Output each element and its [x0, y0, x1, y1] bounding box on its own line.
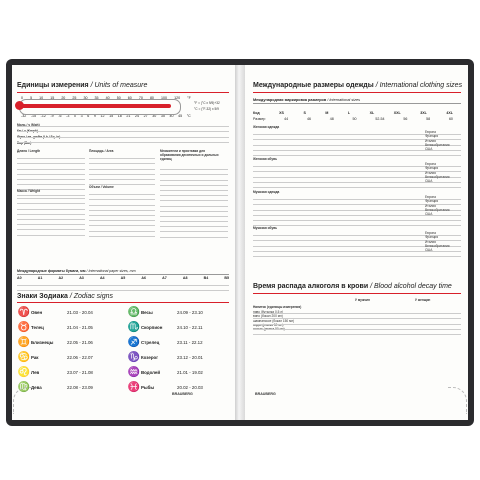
zodiac-item: [17, 335, 121, 350]
paper-size-header: B5: [224, 276, 229, 280]
women-clothing-label: Женская одежда: [253, 125, 280, 129]
aquarius-icon: ♒: [127, 366, 141, 378]
zodiac-name: Дева: [31, 384, 42, 390]
zodiac-dates: 20.02 - 20.03: [177, 384, 203, 390]
row-pound: Фунт / кв. дюйм (Lb / Sq. in): [17, 135, 61, 139]
fahrenheit-tick: 70: [138, 96, 143, 100]
alcohol-drink: водка (рюмка 50 мл): [253, 322, 284, 327]
zodiac-dates: 22.05 - 21.06: [67, 339, 93, 345]
country-label: Великобритания: [425, 142, 450, 147]
zodiac-item: [127, 320, 231, 335]
aries-icon: ♈: [17, 306, 31, 318]
country-label: Великобритания: [425, 207, 450, 212]
celsius-tick: °C: [186, 114, 191, 118]
page-corner: [448, 387, 467, 414]
zodiac-name: Весы: [141, 309, 153, 315]
zodiac-name: Скорпион: [141, 324, 163, 330]
page-corner: [13, 387, 32, 414]
country-label: Франция: [425, 134, 439, 139]
paper-headers: [17, 276, 229, 280]
zodiac-dates: 21.04 - 21.05: [67, 324, 93, 330]
marking-cell: 46: [306, 117, 311, 121]
paper-size-header: A0: [17, 276, 22, 280]
celsius-tick: 35: [160, 114, 165, 118]
zodiac-item: [17, 365, 121, 380]
leo-icon: ♌: [17, 366, 31, 378]
thermo-formula-f: °F = (°C x 9/5)+32: [194, 101, 220, 105]
zodiac-dates: 22.08 - 23.09: [67, 384, 93, 390]
zodiac-item: [127, 335, 231, 350]
marking-header-cell: S: [303, 111, 306, 115]
zodiac-item: [17, 305, 121, 320]
zodiac-name: Козерог: [141, 354, 159, 360]
celsius-tick: 30: [152, 114, 157, 118]
marking-header-cell: XS: [279, 111, 284, 115]
fahrenheit-tick: 25: [72, 96, 77, 100]
marking-header-cell: XL: [369, 111, 375, 115]
zodiac-name: Рак: [31, 354, 39, 360]
red-rule: [17, 302, 229, 303]
volume-rows: [89, 190, 155, 237]
celsius-tick: 3: [80, 114, 83, 118]
volume-header: Объем / Volume: [89, 185, 114, 189]
celsius-tick: 24: [134, 114, 139, 118]
alcohol-drink: вино (бокал 200 мл): [253, 314, 283, 319]
celsius-tick: -3: [66, 114, 70, 118]
pisces-icon: ♓: [127, 381, 141, 393]
fahrenheit-tick: 50: [116, 96, 121, 100]
country-label: Европа: [425, 231, 436, 235]
country-label: Италия: [425, 170, 436, 175]
zodiac-item: [127, 350, 231, 365]
zodiac-dates: 22.06 - 22.07: [67, 354, 93, 360]
celsius-tick: 6: [87, 114, 90, 118]
units-title-en: / Units of measure: [90, 82, 148, 89]
zodiac-name: Лев: [31, 369, 40, 375]
country-label: США: [425, 248, 433, 253]
fahrenheit-tick: 100: [161, 96, 168, 100]
paper-size-header: A8: [182, 276, 188, 280]
marking-header-cell: XXL: [393, 111, 401, 115]
marking-cell: 44: [284, 117, 289, 121]
zodiac-name: Стрелец: [141, 339, 160, 345]
area-rows: [89, 154, 155, 185]
fahrenheit-tick: 120: [174, 96, 181, 100]
brand-logo: BRAUBERG: [172, 392, 193, 396]
units-title: [17, 82, 147, 89]
celsius-tick: 40: [169, 114, 174, 118]
units-title-ru: Единицы измерения: [17, 82, 89, 89]
country-label: Франция: [425, 166, 439, 171]
celsius-tick: -12: [40, 114, 46, 118]
country-label: Италия: [425, 203, 436, 208]
grey-rule: [17, 274, 229, 275]
fahrenheit-tick: 40: [105, 96, 110, 100]
red-rule: [17, 92, 229, 93]
zodiac-name: Овен: [31, 309, 43, 315]
libra-icon: ♎: [127, 306, 141, 318]
zodiac-dates: 23.12 - 20.01: [177, 354, 203, 360]
marking-cell: 48: [329, 117, 334, 121]
celsius-tick: -6: [58, 114, 62, 118]
alcohol-title-en: / Blood alcohol decay time: [370, 283, 452, 290]
length-header: Длина / Length: [17, 149, 41, 153]
alcohol-title: [253, 283, 452, 290]
country-label: Италия: [425, 239, 436, 244]
fahrenheit-tick: 35: [94, 96, 99, 100]
men-shoes-label: Мужская обувь: [253, 226, 278, 230]
alcohol-drink: пиво (бутылка 0,5 л): [253, 310, 284, 314]
marking-cell: 50: [352, 117, 357, 121]
celsius-tick: 9: [93, 114, 96, 118]
celsius-tick: -32: [21, 114, 27, 118]
zodiac-dates: 23.07 - 21.08: [67, 369, 93, 375]
zodiac-dates: 21.01 - 19.02: [177, 369, 203, 375]
marking-cell: 58: [426, 117, 431, 121]
marking-cell: Размер: [253, 117, 266, 121]
celsius-tick: 27: [143, 114, 148, 118]
country-label: Франция: [425, 199, 439, 204]
marking-header-cell: 3XL: [420, 111, 427, 115]
zodiac-title: [17, 293, 113, 300]
clothing-title: [253, 82, 462, 89]
zodiac-item: [17, 380, 121, 395]
marking-cell: 52-54: [375, 117, 385, 121]
zodiac-item: [17, 320, 121, 335]
country-label: США: [425, 179, 433, 184]
paper-size-header: A5: [120, 276, 126, 280]
marking-header-cell: M: [325, 111, 329, 115]
paper-size-header: A7: [162, 276, 167, 280]
fahrenheit-tick: 0: [21, 96, 23, 100]
gemini-icon: ♊: [17, 336, 31, 348]
fahrenheit-tick: 60: [127, 96, 132, 100]
row-bar: Бар (Bar): [17, 141, 32, 145]
marking-cell: 60: [448, 117, 453, 121]
area-header: Площадь / Area: [89, 149, 114, 153]
conversion-rows: [17, 122, 229, 143]
fahrenheit-tick: 15: [50, 96, 55, 100]
marking-header-cell: 4XL: [446, 111, 453, 115]
zodiac-item: [127, 305, 231, 320]
red-rule: [253, 92, 461, 93]
row-miles: Миль / ч (Mph): [17, 123, 40, 127]
country-label: Франция: [425, 235, 439, 240]
row-kmh: Км / ч (Kmph): [17, 129, 38, 133]
marking-title-ru: Международная маркировка размеров: [253, 98, 327, 102]
country-label: Великобритания: [425, 243, 450, 248]
paper-size-header: A2: [58, 276, 64, 280]
celsius-tick: 12: [100, 114, 105, 118]
marking-row: [253, 117, 453, 121]
paper-size-header: B4: [203, 276, 209, 280]
alcohol-title-ru: Время распада алкоголя в крови: [253, 283, 369, 290]
prefix-rows: [160, 165, 228, 238]
zodiac-dates: 23.11 - 22.12: [177, 339, 203, 345]
brand-logo: BRAUBERG: [255, 392, 276, 396]
women-shoes-label: Женская обувь: [253, 157, 278, 161]
grey-rule: [253, 103, 461, 104]
country-label: США: [425, 212, 433, 217]
virgo-icon: ♍: [17, 381, 31, 393]
country-label: Европа: [425, 130, 436, 134]
zodiac-dates: 24.10 - 22.11: [177, 324, 203, 330]
alcohol-drink: коньяк (рюмка 50 мл): [253, 327, 285, 332]
thermometer-bulb: [15, 101, 24, 110]
fahrenheit-tick: 5: [30, 96, 33, 100]
mass-rows: [17, 194, 85, 236]
left-page: [12, 65, 235, 420]
marking-header: [253, 111, 453, 115]
fahrenheit-tick: °F: [187, 96, 191, 100]
celsius-tick: 21: [126, 114, 131, 118]
country-label: Европа: [425, 162, 436, 166]
taurus-icon: ♉: [17, 321, 31, 333]
clothing-title-en: / International clothing sizes: [375, 82, 463, 89]
alcohol-women-header: У женщин: [415, 298, 431, 302]
paper-size-header: A1: [37, 276, 43, 280]
fahrenheit-tick: 10: [39, 96, 44, 100]
paper-size-header: A6: [141, 276, 147, 280]
zodiac-dates: 21.03 - 20.04: [67, 309, 93, 315]
celsius-tick: -15: [30, 114, 37, 118]
capricorn-icon: ♑: [127, 351, 141, 363]
zodiac-name: Водолей: [141, 369, 161, 375]
zodiac-title-ru: Знаки Зодиака: [17, 293, 68, 300]
mass-header: Масса / Weight: [17, 189, 41, 193]
book-spine: [235, 65, 245, 420]
thermo-formula-c: °C = (°F-32) x 5/9: [194, 107, 219, 111]
alcohol-drink: шампанское (бокал 150 мл): [253, 318, 295, 323]
paper-title-ru: Международные форматы бумаги, мм: [17, 269, 86, 273]
paper-rows: [17, 281, 229, 291]
marking-title: [253, 98, 360, 102]
cancer-icon: ♋: [17, 351, 31, 363]
marking-cell: 56: [403, 117, 408, 121]
celsius-tick: 15: [109, 114, 114, 118]
country-label: США: [425, 147, 433, 152]
country-label: Великобритания: [425, 174, 450, 179]
scorpio-icon: ♏: [127, 321, 141, 333]
zodiac-name: Рыбы: [141, 384, 155, 390]
sagittarius-icon: ♐: [127, 336, 141, 348]
celsius-tick: 0: [73, 114, 76, 118]
celsius-tick: -9: [50, 114, 54, 118]
country-label: Европа: [425, 195, 436, 199]
paper-size-header: A4: [99, 276, 105, 280]
zodiac-dates: 24.09 - 23.10: [177, 309, 203, 315]
alcohol-grid: [253, 309, 461, 335]
fahrenheit-tick: 80: [149, 96, 154, 100]
men-clothing-label: Мужская одежда: [253, 190, 280, 194]
fahrenheit-tick: 20: [61, 96, 66, 100]
zodiac-name: Близнецы: [31, 339, 54, 345]
zodiac-title-en: / Zodiac signs: [69, 293, 114, 300]
celsius-tick: 18: [117, 114, 122, 118]
fahrenheit-tick: 30: [83, 96, 88, 100]
celsius-tick: 45: [178, 114, 183, 118]
prefix-header: Множители и приставки для образования десятичных и дольных единиц: [160, 149, 219, 161]
country-label: Италия: [425, 138, 436, 143]
alcohol-men-header: У мужчин: [355, 298, 370, 302]
zodiac-item: [127, 365, 231, 380]
paper-title: [17, 269, 136, 273]
marking-header-cell: L: [347, 111, 351, 115]
zodiac-name: Телец: [31, 324, 44, 330]
marking-title-en: / International sizes: [327, 98, 360, 102]
paper-size-header: A3: [79, 276, 84, 280]
alcohol-column-header: Напиток (единицы измерения): [253, 305, 302, 309]
clothing-title-ru: Международные размеры одежды: [253, 82, 374, 89]
zodiac-item: [17, 350, 121, 365]
marking-header-cell: Код: [253, 111, 260, 115]
thermometer-bar: [19, 104, 171, 108]
red-rule: [253, 293, 461, 294]
paper-title-en: / International paper sizes, mm: [86, 269, 136, 273]
right-page: [245, 65, 468, 420]
